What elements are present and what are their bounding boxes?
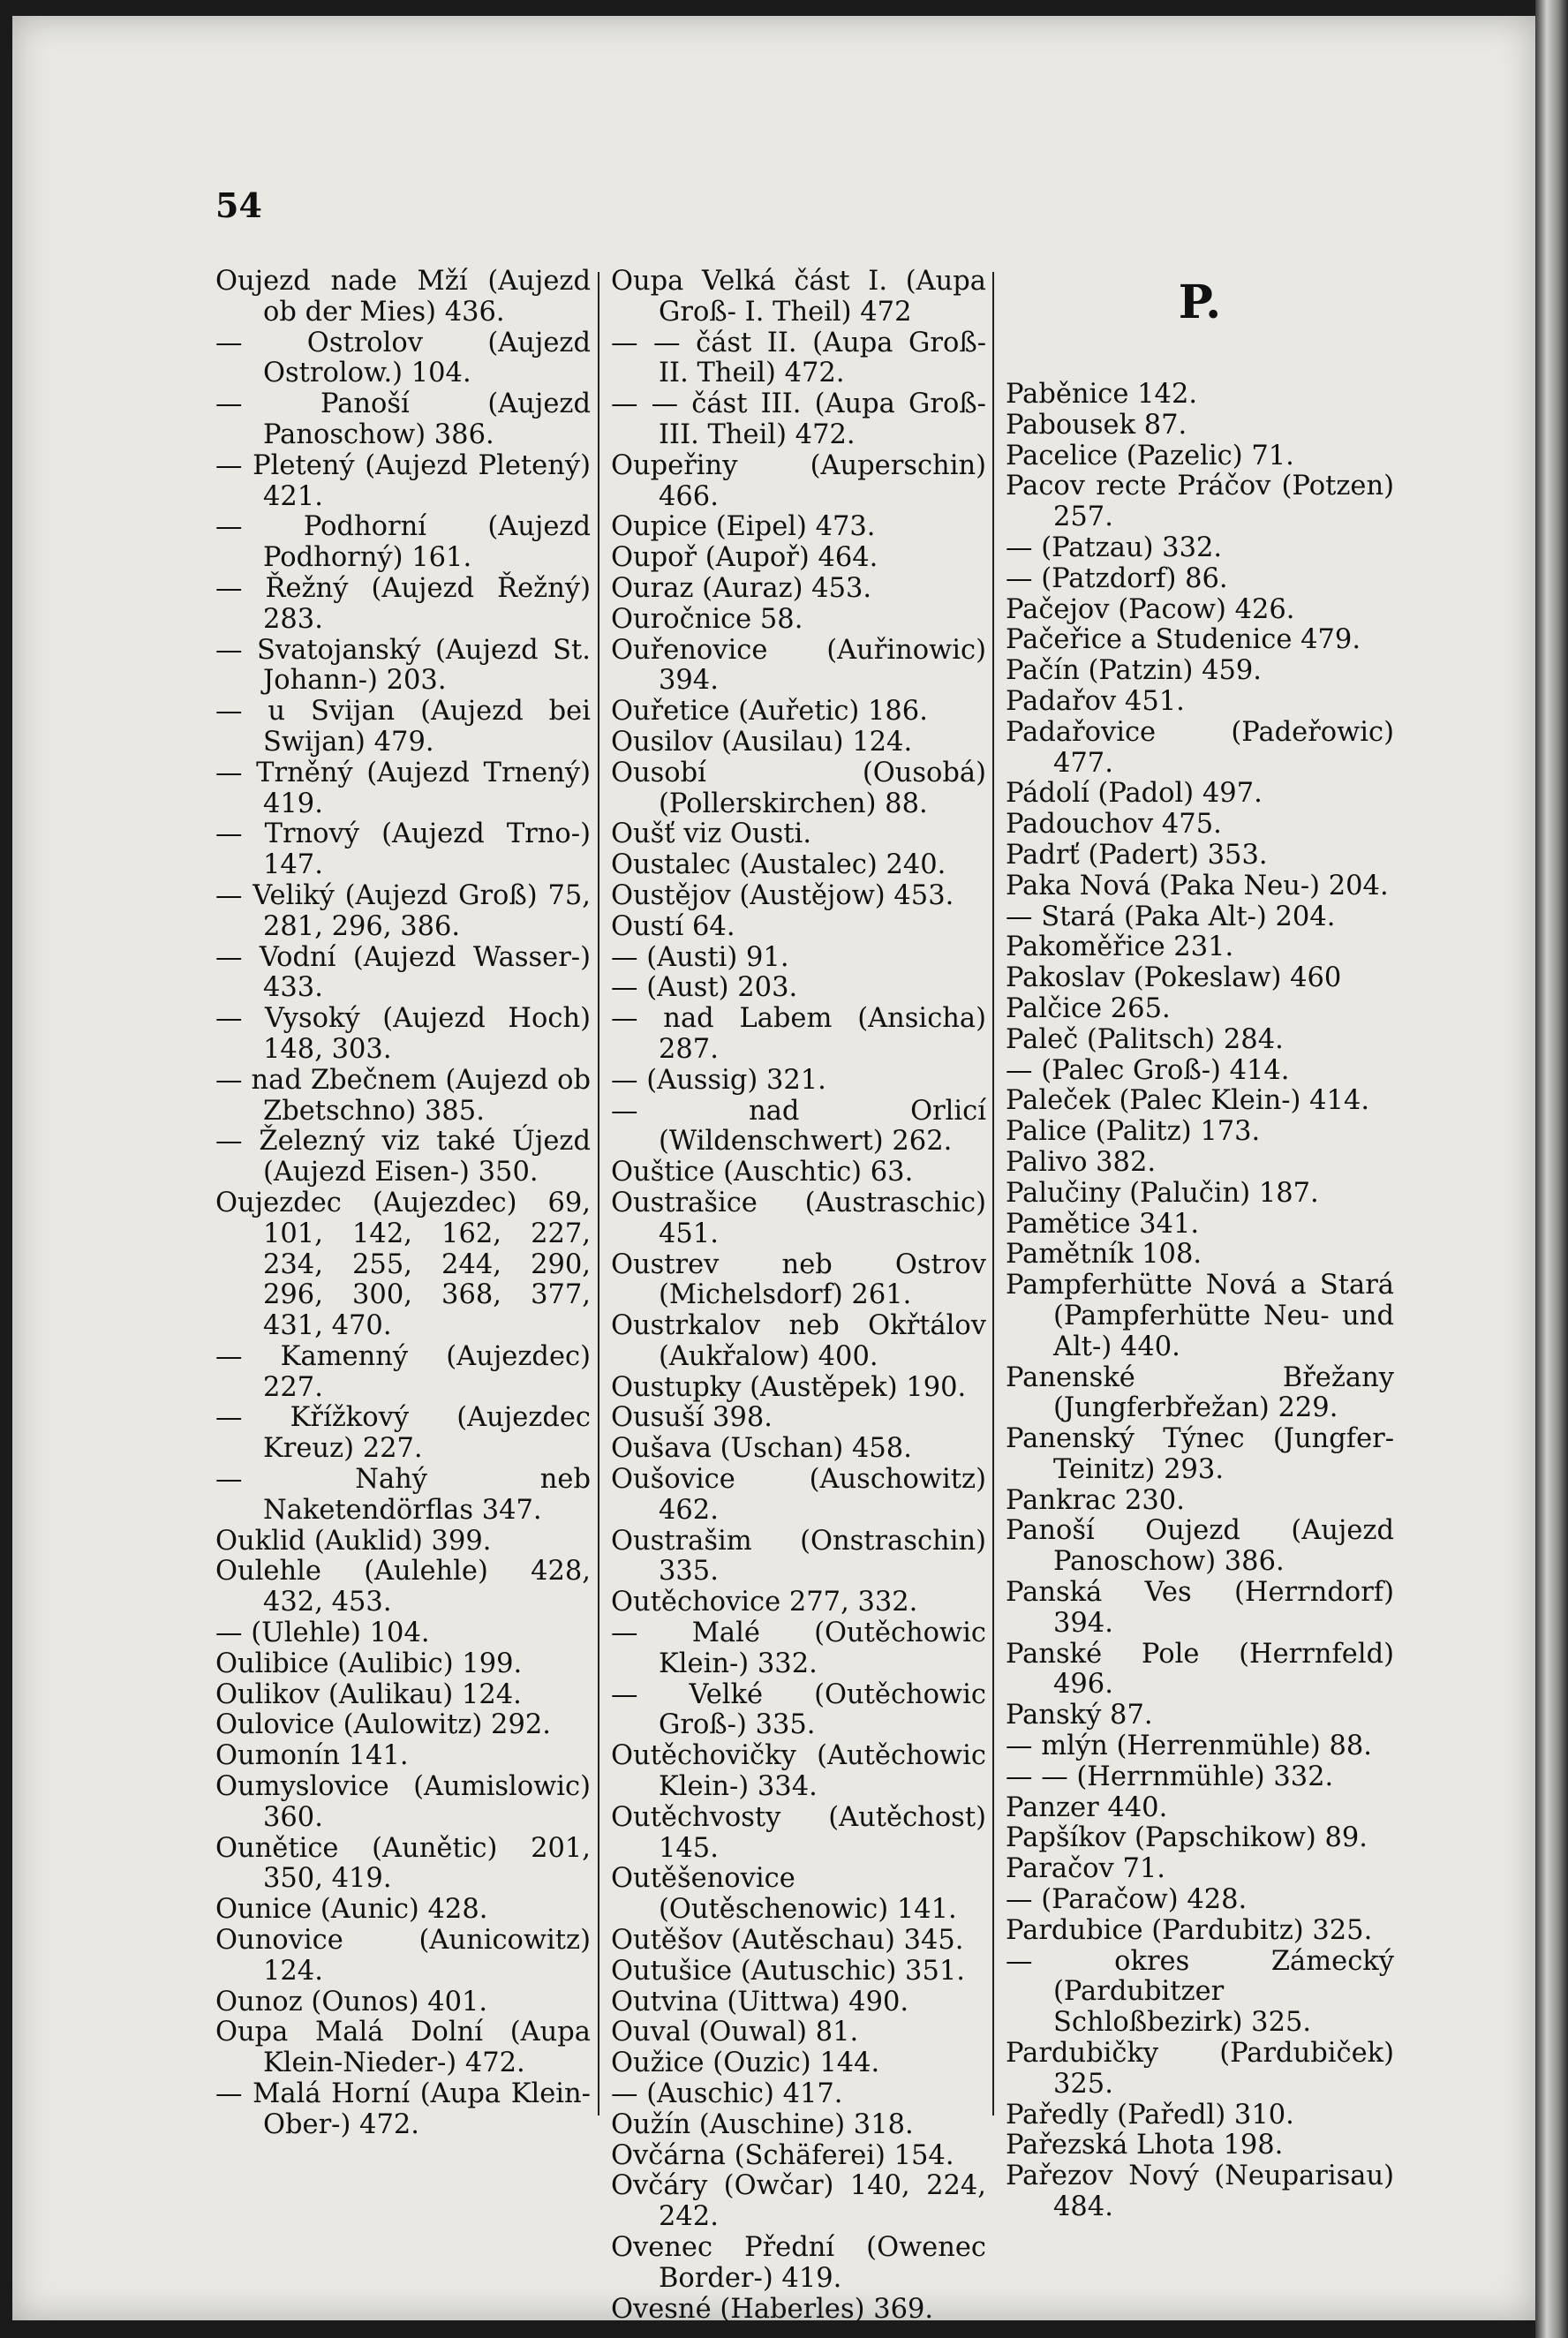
index-entry: — nad Labem (Ansicha) 287. (611, 1003, 986, 1065)
index-entry: Oužín (Auschine) 318. (611, 2108, 914, 2140)
index-entry: Oustí 64. (611, 910, 735, 942)
index-entry: Oumonín 141. (215, 1740, 409, 1772)
index-entry: — Nahý neb Naketendörflas 347. (215, 1464, 591, 1526)
index-entry: — (Patzau) 332. (1006, 532, 1223, 563)
index-entry: — (Auschic) 417. (611, 2078, 843, 2110)
index-entry: Oustupky (Austěpek) 190. (611, 1371, 967, 1403)
index-entry: Palučiny (Palučin) 187. (1006, 1177, 1319, 1209)
index-entry: — Svatojanský (Aujezd St. Johann-) 203. (215, 634, 591, 697)
index-entry: Pačín (Patzin) 459. (1006, 655, 1262, 687)
index-entry: Panský 87. (1006, 1700, 1153, 1731)
index-entry: Outěchovičky (Autěchowic Klein-) 334. (611, 1740, 986, 1803)
book-spine-edge (1535, 0, 1568, 2338)
index-entry: Oustějov (Austějow) 453. (611, 879, 954, 911)
index-entry: — u Svijan (Aujezd bei Swijan) 479. (215, 696, 591, 758)
index-entry: Paračov 71. (1006, 1853, 1165, 1885)
index-entry: Ouřenovice (Auřinowic) 394. (611, 634, 986, 697)
index-entry: Pacov recte Práčov (Potzen) 257. (1006, 471, 1394, 533)
index-entry: — okres Zámecký (Pardubitzer Schloßbezirk) 325. (1006, 1945, 1394, 2039)
index-column-3 (1006, 267, 1394, 2223)
index-entry: Paředly (Paředl) 310. (1006, 2099, 1294, 2131)
index-entry: — mlýn (Herrenmühle) 88. (1006, 1731, 1372, 1762)
index-entry: Ounice (Aunic) 428. (215, 1894, 488, 1926)
index-entry: Papšíkov (Papschikow) 89. (1006, 1822, 1368, 1854)
column-divider-1 (598, 272, 599, 2116)
index-entry: Oupa Velká část I. (Aupa Groß- I. Theil) 472 (611, 266, 986, 328)
index-entry: Oumyslovice (Aumislowic) 360. (215, 1771, 591, 1833)
index-entry: — Malá Horní (Aupa Klein-Ober-) 472. (215, 2078, 591, 2140)
index-entry: — Podhorní (Aujezd Podhorný) 161. (215, 511, 591, 574)
index-entry: — Velké (Outěchowic Groß-) 335. (611, 1678, 986, 1741)
index-entry: Ouročnice 58. (611, 603, 803, 635)
index-entry: Pampferhütte Nová a Stará (Pampferhütte Neu- und Alt-) 440. (1006, 1270, 1394, 1362)
index-entry: — Ostrolov (Aujezd Ostrolow.) 104. (215, 327, 591, 389)
index-entry: Ousuší 398. (611, 1402, 773, 1434)
index-entry: — (Paračow) 428. (1006, 1884, 1248, 1916)
index-entry: — (Palec Groß-) 414. (1006, 1054, 1290, 1086)
index-entry: — (Aussig) 321. (611, 1064, 826, 1096)
index-entry: Pařezov Nový (Neuparisau) 484. (1006, 2161, 1394, 2223)
index-entry: Paleček (Palec Klein-) 414. (1006, 1085, 1370, 1117)
index-entry: Pakoměřice 231. (1006, 931, 1234, 963)
index-entry: — — část II. (Aupa Groß- II. Theil) 472. (611, 327, 986, 389)
index-entry: — Trněný (Aujezd Trnený) 419. (215, 757, 591, 819)
index-entry: Palice (Palitz) 173. (1006, 1116, 1261, 1148)
index-entry: Ouštice (Auschtic) 63. (611, 1157, 914, 1188)
index-entry: Pardubičky (Pardubiček) 325. (1006, 2038, 1394, 2100)
index-entry: Ovesné (Haberles) 369. (611, 2293, 934, 2325)
index-entry: Oustrkalov neb Okřtálov (Aukřalow) 400. (611, 1310, 986, 1372)
index-entry: Oujezdec (Aujezdec) 69, 101, 142, 162, 227, 234, 255, 244, 290, 296, 300, 368, 377, 431, 470. (215, 1187, 591, 1342)
index-entry: — Vodní (Aujezd Wasser-) 433. (215, 941, 591, 1004)
index-entry: Paka Nová (Paka Neu-) 204. (1006, 870, 1389, 901)
index-entry: — — část III. (Aupa Groß- III. Theil) 472. (611, 388, 986, 450)
index-entry: — (Austi) 91. (611, 941, 789, 973)
index-column-1 (215, 267, 591, 2141)
index-entry: Pamětice 341. (1006, 1208, 1200, 1240)
index-entry: Oustrašim (Onstraschin) 335. (611, 1525, 986, 1588)
index-entry: Oustalec (Austalec) 240. (611, 849, 946, 881)
index-entry: Pamětník 108. (1006, 1239, 1202, 1271)
index-entry: Ousilov (Ausilau) 124. (611, 726, 913, 758)
index-entry: Pádolí (Padol) 497. (1006, 778, 1263, 810)
index-entry: Ounoz (Ounos) 401. (215, 1986, 488, 2017)
index-entry: Oulovice (Aulowitz) 292. (215, 1709, 551, 1741)
index-entry: Panenské Břežany (Jungferbřežan) 229. (1006, 1361, 1394, 1424)
index-entry: Ouraz (Auraz) 453. (611, 572, 872, 604)
index-entry: Oupa Malá Dolní (Aupa Klein-Nieder-) 472. (215, 2017, 591, 2079)
index-entry: Oustrašice (Austraschic) 451. (611, 1187, 986, 1249)
index-entry: Pacelice (Pazelic) 71. (1006, 440, 1294, 471)
index-entry: Padrť (Padert) 353. (1006, 839, 1268, 871)
index-entry: Pankrac 230. (1006, 1484, 1185, 1516)
index-column-2 (611, 267, 986, 2325)
index-entry: — Křížkový (Aujezdec Kreuz) 227. (215, 1402, 591, 1465)
index-entry: — (Patzdorf) 86. (1006, 562, 1228, 594)
index-entry: Oušť viz Ousti. (611, 818, 812, 850)
index-entry: — Malé (Outěchowic Klein-) 332. (611, 1618, 986, 1679)
index-entry: Palivo 382. (1006, 1146, 1157, 1178)
index-entry: Ouřetice (Auřetic) 186. (611, 696, 928, 728)
index-entry: Ouval (Ouwal) 81. (611, 2017, 859, 2048)
index-entry: Oustrev neb Ostrov (Michelsdorf) 261. (611, 1248, 986, 1311)
index-entry: Ouklid (Auklid) 399. (215, 1525, 492, 1557)
index-entry: Oušava (Uschan) 458. (611, 1433, 912, 1465)
index-entry: Ovčárna (Schäferei) 154. (611, 2139, 954, 2171)
index-entry: — Veliký (Aujezd Groß) 75, 281, 296, 386. (215, 879, 591, 942)
index-entry: — Trnový (Aujezd Trno-) 147. (215, 818, 591, 881)
index-entry: Padařovice (Padeřowic) 477. (1006, 716, 1394, 779)
page-number: 54 (215, 185, 262, 225)
index-entry: Ovenec Přední (Owenec Border-) 419. (611, 2232, 986, 2294)
index-entry: Panské Pole (Herrnfeld) 496. (1006, 1638, 1394, 1701)
index-entry: — Železný viz také Újezd (Aujezd Eisen-) 350. (215, 1126, 591, 1188)
index-entry: — Řežný (Aujezd Řežný) 283. (215, 572, 591, 635)
index-entry: — nad Orlicí (Wildenschwert) 262. (611, 1095, 986, 1158)
index-entry: — Vysoký (Aujezd Hoch) 148, 303. (215, 1003, 591, 1065)
index-entry: Oupoř (Aupoř) 464. (611, 542, 878, 574)
section-letter-heading: P. (1178, 275, 1222, 329)
index-entry: Pařezská Lhota 198. (1006, 2130, 1284, 2161)
index-entry: Panoší Oujezd (Aujezd Panoschow) 386. (1006, 1515, 1394, 1578)
index-entry: Oulikov (Aulikau) 124. (215, 1678, 522, 1710)
index-entry: — Kamenný (Aujezdec) 227. (215, 1340, 591, 1403)
index-entry: — (Ulehle) 104. (215, 1618, 430, 1649)
index-entry: Outušice (Autuschic) 351. (611, 1955, 965, 1987)
index-entry: Pačejov (Pacow) 426. (1006, 593, 1295, 625)
index-entry: Oužice (Ouzic) 144. (611, 2048, 880, 2079)
index-entry: Outvina (Uittwa) 490. (611, 1986, 909, 2017)
index-entry: Paběnice 142. (1006, 379, 1198, 410)
index-entry: Palčice 265. (1006, 992, 1171, 1024)
index-entry: Paleč (Palitsch) 284. (1006, 1023, 1284, 1055)
index-entry: Outěchvosty (Autěchost) 145. (611, 1801, 986, 1864)
index-entry: Oupice (Eipel) 473. (611, 511, 876, 543)
index-entry: Oulibice (Aulibic) 199. (215, 1648, 523, 1679)
index-entry: Oujezd nade Mží (Aujezd ob der Mies) 436. (215, 266, 591, 328)
index-entry: Panenský Týnec (Jungfer-Teinitz) 293. (1006, 1423, 1394, 1485)
index-entry: Pakoslav (Pokeslaw) 460 (1006, 962, 1342, 994)
index-entry: Panzer 440. (1006, 1791, 1168, 1823)
index-entry: — Panoší (Aujezd Panoschow) 386. (215, 388, 591, 450)
index-entry: — Pletený (Aujezd Pletený) 421. (215, 449, 591, 512)
index-entry: Ousobí (Ousobá) (Pollerskirchen) 88. (611, 757, 986, 819)
index-entry: — Stará (Paka Alt-) 204. (1006, 901, 1336, 932)
column-divider-2 (992, 272, 994, 2116)
index-entry: — (Aust) 203. (611, 972, 798, 1004)
index-entry: Pardubice (Pardubitz) 325. (1006, 1914, 1373, 1946)
index-entry: Ounovice (Aunicowitz) 124. (215, 1925, 591, 1987)
index-entry: Oušovice (Auschowitz) 462. (611, 1464, 986, 1526)
index-entry: Oulehle (Aulehle) 428, 432, 453. (215, 1556, 591, 1618)
index-entry: Ounětice (Aunětic) 201, 350, 419. (215, 1832, 591, 1895)
index-entry: Padařov 451. (1006, 685, 1185, 717)
index-entry: Pačeřice a Studenice 479. (1006, 624, 1361, 656)
index-entry: Oupeřiny (Auperschin) 466. (611, 449, 986, 512)
index-entry: Panská Ves (Herrndorf) 394. (1006, 1577, 1394, 1639)
index-entry: Outěšov (Autěschau) 345. (611, 1925, 964, 1957)
index-entry: Ovčáry (Owčar) 140, 224, 242. (611, 2170, 986, 2233)
index-entry: Outěšenovice (Outěschenowic) 141. (611, 1863, 957, 1926)
index-entry: Padouchov 475. (1006, 809, 1222, 841)
index-entry: — — (Herrnmühle) 332. (1006, 1761, 1334, 1792)
index-entry: Pabousek 87. (1006, 409, 1187, 441)
index-entry: — nad Zbečnem (Aujezd ob Zbetschno) 385. (215, 1064, 591, 1127)
index-entry: Outěchovice 277, 332. (611, 1587, 918, 1618)
